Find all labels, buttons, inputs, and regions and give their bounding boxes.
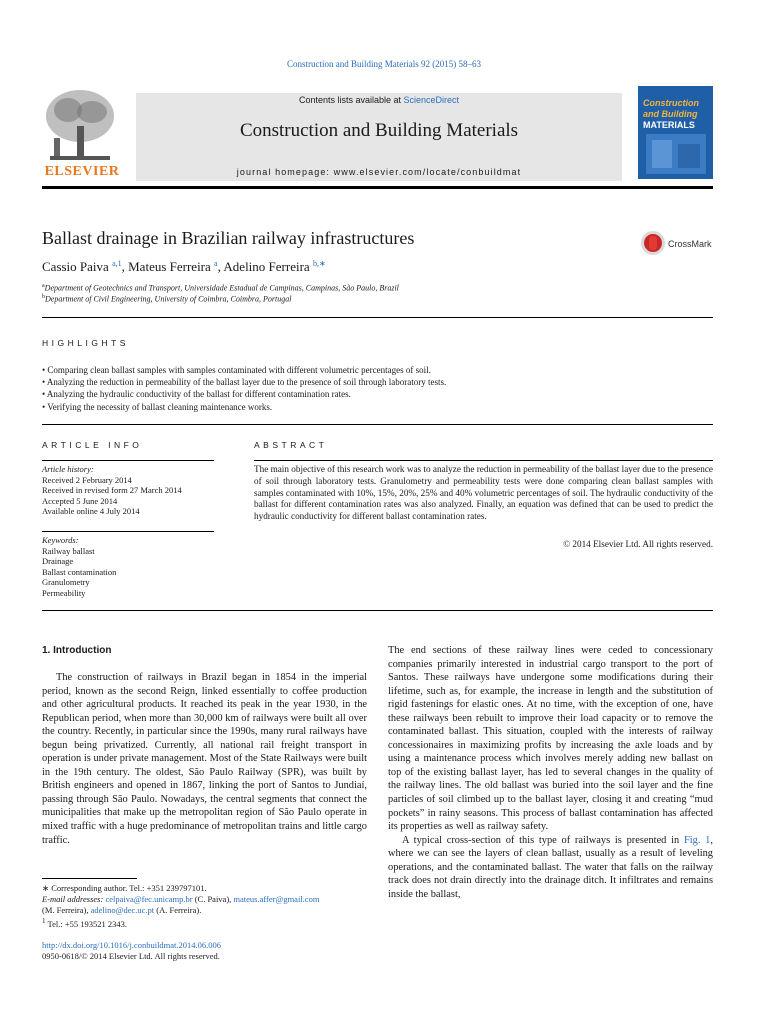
highlights-heading: HIGHLIGHTS	[42, 338, 129, 348]
issn-line: 0950-0618/© 2014 Elsevier Ltd. All rights reserved.	[42, 951, 220, 961]
paragraph: The construction of railways in Brazil began in 1854 in the imperial period, known as the second Reign, linked essentially to coffee production and other agricultural products. It reached its peak in the year 1930, in the Republican period, when more than 30,000 km of railways were built all over the country. Recently, in particular since the 1990s, many rural railways have begun being privatized. Currently, all national rail freight transport in operation is under private management. Most of the State Railways were built in the 19th century. The oldest, São Paulo Railway (SPR), was built by British engineers and opened in 1867, linking the port of Santos to Jundiaí, passing through São Paulo. Nowadays, the central segments that connect the municipalities that make up the metropolitan region of São Paulo operate in mixed traffic with a huge predominance of metropolitan trains and little cargo traffic.	[42, 672, 367, 846]
crossmark-label: CrossMark	[668, 239, 712, 249]
email-owner: (A. Ferreira).	[154, 905, 202, 915]
paragraph	[388, 834, 713, 902]
highlight-text: Analyzing the reduction in permeability of the ballast layer due to the presence of soil through laboratory tests.	[46, 377, 447, 387]
divider	[42, 460, 214, 461]
journal-title: Construction and Building Materials	[239, 120, 519, 141]
highlight-item: • Comparing clean ballast samples with samples contaminated with different volumetric percentages of soil.	[42, 365, 431, 375]
keyword: Ballast contamination	[42, 566, 117, 577]
keyword: Railway ballast	[42, 545, 95, 556]
highlight-item: • Analyzing the reduction in permeability of the ballast layer due to the presence of soil through laboratory tests.	[42, 377, 447, 387]
paragraph-text: , where we can see the layers of clean ballast, usually as a result of leveling operations, and the contaminated ballast. The water that falls on the railway track does not drain directly into the drainage ditch. It infiltrates and remains inside the ballast,	[388, 834, 713, 900]
history-label: Article history:	[42, 464, 94, 474]
history-item: Received in revised form 27 March 2014	[42, 485, 182, 496]
crossmark-badge[interactable]	[640, 229, 720, 259]
abstract-text: The main objective of this research work was to analyze the reduction in permeability of the ballast layer due to the presence of soil through laboratory tests. Granulometry and permeability tests were done comparing clean ballast samples with samples contaminated with 10%, 15%, 20%, 25% and 40% volumetric percentages of soil. The hydraulic conductivity of the ballast for different contamination rates was also analyzed. Finally, an equation was defined that can be used to predict the hydraulic conductivity for different ballast contamination rates.	[254, 464, 713, 522]
affiliation-mark: b	[42, 294, 45, 300]
paragraph-text: A typical cross-section of this type of railways is presented in	[402, 834, 684, 846]
email-owner: (M. Ferreira),	[42, 905, 91, 915]
history-item: Available online 4 July 2014	[42, 506, 140, 517]
highlight-text: Verifying the necessity of ballast cleaning maintenance works.	[47, 402, 273, 412]
affiliation-mark: a	[42, 283, 45, 289]
body-column-right	[388, 644, 713, 901]
highlight-item: • Verifying the necessity of ballast cleaning maintenance works.	[42, 402, 273, 412]
contents-prefix: Contents lists available at	[298, 95, 404, 105]
corresponding-author: ∗ Corresponding author. Tel.: +351 239797101.	[42, 883, 207, 893]
history-item: Received 2 February 2014	[42, 474, 132, 485]
cover-line3: MATERIALS	[643, 120, 695, 130]
divider	[42, 317, 713, 318]
journal-cover	[638, 86, 713, 179]
header-rule	[42, 186, 713, 189]
section-heading: 1. Introduction	[42, 645, 112, 656]
author-affiliation-mark[interactable]: b,∗	[312, 259, 326, 268]
keyword: Drainage	[42, 556, 74, 567]
crossmark-icon	[640, 229, 666, 257]
keyword: Permeability	[42, 587, 86, 598]
email-label: E-mail addresses:	[42, 894, 106, 904]
author-name: Mateus Ferreira	[128, 259, 211, 274]
cover-line2: and Building	[643, 109, 698, 119]
email-owner: (C. Paiva),	[192, 894, 234, 904]
affiliation-text: Department of Geotechnics and Transport, Universidade Estadual de Campinas, Campinas, São Paulo, Brazil	[44, 283, 399, 293]
footnote-rule	[42, 878, 137, 879]
keywords-label: Keywords:	[42, 535, 79, 545]
telephone: Tel.: +55 193521 2343.	[45, 918, 128, 929]
email-link[interactable]: adelino@dec.uc.pt	[90, 905, 155, 915]
figure-link[interactable]: Fig. 1	[683, 834, 711, 846]
keyword: Granulometry	[42, 577, 90, 588]
abstract-heading: ABSTRACT	[254, 440, 328, 450]
email-link[interactable]: mateus.affer@gmail.com	[233, 894, 320, 904]
cover-artwork	[646, 134, 706, 174]
doi-link[interactable]: http://dx.doi.org/10.1016/j.conbuildmat.2014.06.006	[42, 940, 222, 950]
highlight-item: • Analyzing the hydraulic conductivity of the ballast for different contamination rates.	[42, 389, 351, 399]
footnote-mark: 1	[42, 917, 46, 925]
journal-citation[interactable]: Construction and Building Materials 92 (2015) 58–63	[287, 59, 481, 69]
publisher-name: ELSEVIER	[44, 164, 120, 179]
divider	[254, 460, 713, 461]
homepage-prefix: journal homepage:	[236, 167, 334, 177]
doi-block	[42, 940, 372, 962]
abstract-copyright: © 2014 Elsevier Ltd. All rights reserved.	[563, 539, 713, 549]
affiliation-text: Department of Civil Engineering, University of Coimbra, Coimbra, Portugal	[45, 294, 292, 304]
cover-line1: Construction	[643, 98, 699, 108]
divider	[42, 424, 713, 425]
article-title: Ballast drainage in Brazilian railway infrastructures	[42, 228, 415, 248]
contents-line	[136, 95, 622, 105]
author-list: Cassio Paiva $^{a,1}$, Mateus Ferreira $^a$, Adelino Ferreira $^{b,∗}$	[42, 259, 326, 274]
paragraph: The end sections of these railway lines were ceded to concessionary companies primarily interested in industrial cargo transport to the port of Santos. These railways have undergone some modifications during their lifetime, such as, for example, the increase in length and the substitution of rigid fastenings for elastic ones. At no time, with the exception of one, have these railways been rebuilt to improve their load capacity or to remove the contaminated ballast. This situation, coupled with the interests of railway concessionaires in maximizing profits by increasing the axle loads and by using a maintenance process which involves merely adding new ballast on top of the existing ballast layer, has led to several changes in the quality of the railway lines. The old ballast was buried into the soil layer and the fine particles of soil climbed up to the ballast layer, closing it and creating “mud pockets” in rainy seasons. This process of ballast contamination has affected its properties as well as railway safety.	[388, 645, 713, 833]
author-affiliation-mark[interactable]: a	[214, 259, 218, 268]
affiliation	[42, 294, 291, 304]
sciencedirect-link[interactable]: ScienceDirect	[403, 95, 460, 105]
highlight-text: Comparing clean ballast samples with samples contaminated with different volumetric percentages of soil.	[47, 365, 431, 375]
homepage-url[interactable]: www.elsevier.com/locate/conbuildmat	[333, 167, 522, 177]
author-name: Adelino Ferreira	[223, 259, 310, 274]
author-name: Cassio Paiva	[42, 259, 109, 274]
body-column-left	[42, 671, 367, 847]
divider	[42, 610, 713, 611]
footnotes	[42, 883, 372, 930]
article-history	[42, 464, 182, 517]
journal-homepage	[136, 167, 622, 177]
highlight-text: Analyzing the hydraulic conductivity of the ballast for different contamination rates.	[46, 389, 351, 399]
email-link[interactable]: celpaiva@fec.unicamp.br	[105, 894, 193, 904]
history-item: Accepted 5 June 2014	[42, 495, 118, 506]
keywords	[42, 535, 116, 599]
author-affiliation-mark[interactable]: a,1	[112, 259, 122, 268]
affiliation	[42, 283, 399, 293]
article-info-heading: ARTICLE INFO	[42, 440, 143, 450]
divider	[42, 531, 214, 532]
